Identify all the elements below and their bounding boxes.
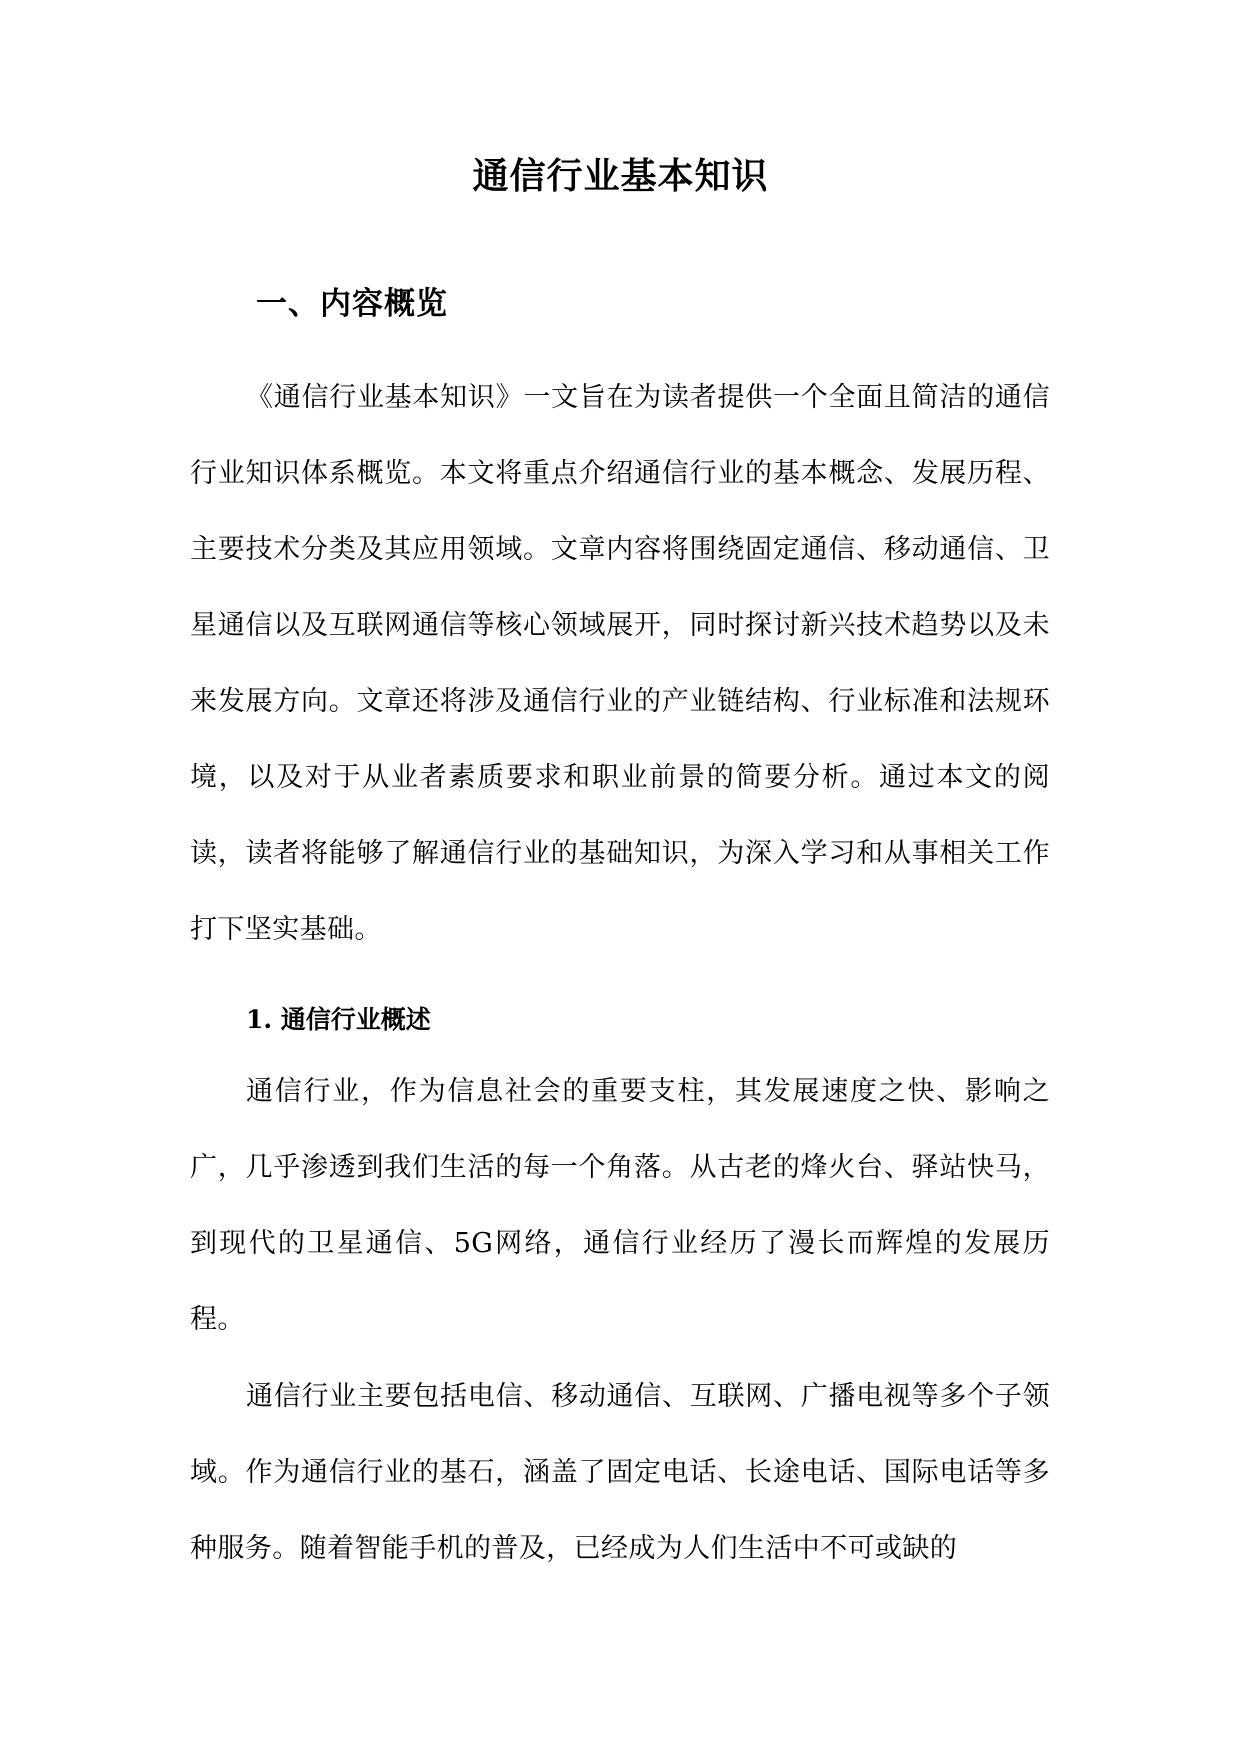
document-title: 通信行业基本知识 xyxy=(472,155,769,197)
industry-overview-paragraph-1: 通信行业，作为信息社会的重要支柱，其发展速度之快、影响之广，几乎渗透到我们生活的每一个角落。从古老的烽火台、驿站快马，到现代的卫星通信、5G网络，通信行业经历了漫长而辉煌的发展历程。 xyxy=(190,1076,1050,1335)
subsection-heading-industry-overview: 1. 通信行业概述 xyxy=(246,1005,431,1034)
section-heading-overview: 一、内容概览 xyxy=(256,286,448,322)
overview-paragraph: 《通信行业基本知识》一文旨在为读者提供一个全面且简洁的通信行业知识体系概览。本文将重点介绍通信行业的基本概念、发展历程、主要技术分类及其应用领域。文章内容将围绕固定通信、移动通信、卫星通信以及互联网通信等核心领域展开，同时探讨新兴技术趋势以及未来发展方向。文章还将涉及通信行业的产业链结构、行业标准和法规环境，以及对于从业者素质要求和职业前景的简要分析。通过本文的阅读，读者将能够了解通信行业的基础知识，为深入学习和从事相关工作打下坚实基础。 xyxy=(190,382,1050,945)
industry-overview-paragraph-2: 通信行业主要包括电信、移动通信、互联网、广播电视等多个子领域。作为通信行业的基石，涵盖了固定电话、长途电话、国际电话等多种服务。随着智能手机的普及，已经成为人们生活中不可或缺的 xyxy=(190,1381,1050,1564)
